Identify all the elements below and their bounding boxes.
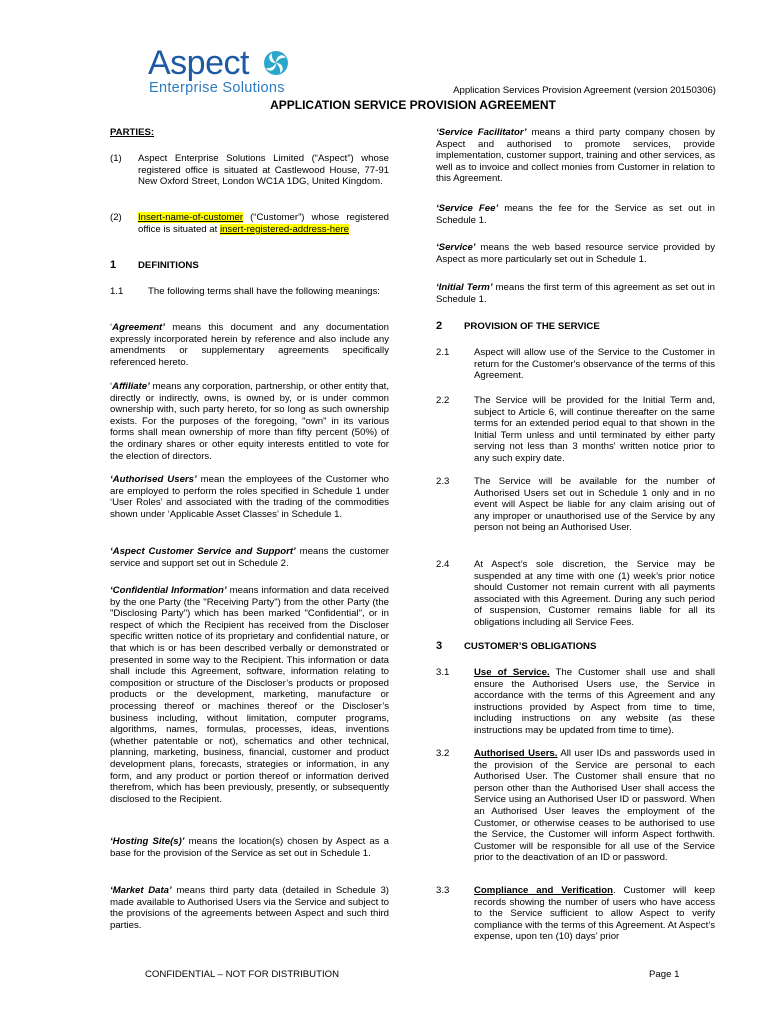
document-title: APPLICATION SERVICE PROVISION AGREEMENT [270, 98, 556, 112]
section-3-number: 3 [436, 640, 443, 652]
party-2-text [138, 212, 389, 235]
clause-3-3-text: Compliance and Verification. Customer will keep records showing the number of users who have access to the Service sufficient to allow Aspect to verify compliance with the terms of this Agreement. At Aspect’s expense, upon ten (10) days’ prior [474, 885, 715, 943]
logo-swirl-icon [263, 50, 289, 76]
definition-authorised-users: ‘Authorised Users’ mean the employees of the Customer who are employed to perform the roles specified in Schedule 1 under ‘User Roles’ and associated with the trading of the commodities shown under ‘Applicable Asset Classes’ in Schedule 1. [110, 474, 389, 520]
clause-2-2-text: The Service will be provided for the Initial Term and, subject to Article 6, will continue thereafter on the same terms for an extended period equal to that shown in the Initial Term unless and until terminated by either party serving not less than 3 months' written notice prior to any such expiry date. [474, 395, 715, 464]
clause-2-1-text: Aspect will allow use of the Service to the Customer in return for the Customer's observance of the terms of this Agreement. [474, 347, 715, 382]
definition-term: ‘Hosting Site(s)’ [110, 836, 185, 847]
definition-agreement: ‘Agreement’ means this document and any documentation expressly incorporated herein by reference and also include any amendments or supplementary agreements specifically referenced hereto. [110, 322, 389, 368]
definition-term: ‘Confidential Information’ [110, 585, 227, 596]
clause-lead: Compliance and Verification [474, 885, 613, 896]
clause-lead: Use of Service. [474, 667, 550, 678]
section-2-title: PROVISION OF THE SERVICE [464, 321, 600, 332]
clause-2-4-number: 2.4 [436, 559, 450, 570]
clause-3-1-number: 3.1 [436, 667, 450, 678]
party-2-number: (2) [110, 212, 122, 223]
clause-lead: Authorised Users. [474, 748, 558, 759]
definition-term: ‘Service Facilitator’ [436, 127, 527, 138]
definition-customer-service: ‘Aspect Customer Service and Support’ means the customer service and support set out in Schedule 2. [110, 546, 389, 569]
clause-2-3-text: The Service will be available for the number of Authorised Users set out in Schedule 1 only and in no event will Aspect be liable for any claim arising out of any improper or unauthorised use of the Service by any person not being an Authorised User. [474, 476, 715, 534]
footer-page-number: Page 1 [649, 969, 680, 980]
customer-name-placeholder[interactable]: Insert-name-of-customer [138, 212, 244, 223]
definition-term: ‘Initial Term’ [436, 282, 493, 293]
logo-wordmark: Aspect [148, 44, 249, 82]
definition-term: ‘Authorised Users’ [110, 474, 197, 485]
clause-2-4-text: At Aspect’s sole discretion, the Service may be suspended at any time with one (1) week’s prior notice should Customer not remain current with all payments associated with this Agreement. During any such period of suspension, Customer remains liable for all its obligations including all Service Fees. [474, 559, 715, 628]
clause-1-1-text: The following terms shall have the following meanings: [148, 286, 380, 297]
clause-3-1-text: Use of Service. The Customer shall use and shall ensure the Authorised Users use, the Service in accordance with the terms of this Agreement and any instructions provided by Aspect from time to time, including instructions on any website (as these instructions may be updated from time to time). [474, 667, 715, 736]
company-logo [148, 44, 308, 100]
party-1-number: (1) [110, 153, 122, 164]
definition-service-facilitator: ‘Service Facilitator’ means a third party company chosen by Aspect and authorised to promote services, provide implementation, customer support, training and other services, as well as to invoice and collect monies from Customer in relation to this Agreement. [436, 127, 715, 185]
party-2-middle: (“Customer”) whose registered office is situated at [138, 212, 389, 235]
definition-term: Agreement’ [112, 322, 165, 333]
customer-address-placeholder[interactable]: insert-registered-address-here [219, 223, 349, 235]
clause-3-2-number: 3.2 [436, 748, 450, 759]
definition-term: ‘Service’ [436, 242, 476, 253]
parties-heading: PARTIES: [110, 127, 155, 138]
section-1-title: DEFINITIONS [138, 260, 199, 271]
definition-confidential-information: ‘Confidential Information’ means information and data received by the one Party (the "Receiving Party") from the other Party (the "Disclosing Party") which has been marked "Confidential", or in respect of which the Recipient has received from the Discloser specific written notice of its proprietary and confidential nature, or that which is or has been described verbally or demonstrated or presented in some way to the Recipient. This information or data shall include this Agreement, software, information relating to composition or structure of the Discloser’s products or proposed products or the development, marketing, manufacture or processing thereof or machines thereof or the Discloser’s business including, without limitation, computer programs, algorithms, names, formulas, processes, ideas, inventions (whether patentable or not), schematics and other technical, planning, marketing, business, financial, customer and product development plans, forecasts, strategies or information, in any form, and any product or portion thereof or information derived therefrom, which has been previously, presently, or subsequently disclosed to the Recipient. [110, 585, 390, 805]
definition-hosting-sites: ‘Hosting Site(s)’ means the location(s) chosen by Aspect as a base for the provision of the Service as set out in Schedule 1. [110, 836, 390, 859]
definition-term: ‘Market Data’ [110, 885, 172, 896]
section-2-number: 2 [436, 320, 443, 332]
definition-service: ‘Service’ means the web based resource service provided by Aspect as more particularly set out in Schedule 1. [436, 242, 715, 265]
definition-market-data: ‘Market Data’ means third party data (detailed in Schedule 3) made available to Authorised Users via the Service and subject to the provisions of the agreements between Aspect and such third parties. [110, 885, 389, 931]
clause-1-1-number: 1.1 [110, 286, 124, 297]
section-3-title: CUSTOMER’S OBLIGATIONS [464, 641, 597, 652]
clause-3-2-text: Authorised Users. All user IDs and passwords used in the provision of the Service are personal to each Authorised User. The Customer shall ensure that no person other than the Authorised User shall access the Service using an Authorised User ID or password. When an Authorised User leaves the employment of the Customer, or otherwise ceases to be authorised to use the Service, the Customer will inform Aspect forthwith. Customer will be responsible for all use of the Service prior to the deactivation of an ID or password. [474, 748, 715, 864]
clause-2-2-number: 2.2 [436, 395, 450, 406]
definition-term: Affiliate’ [112, 381, 150, 392]
section-1-number: 1 [110, 259, 117, 271]
definition-affiliate: ‘Affiliate’ means any corporation, partnership, or other entity that, directly or indirectly, owns, is owned by, or is under common ownership with, such party hereto, for so long as such ownership exists. For the purposes of the foregoing, "own" in its various forms shall mean ownership of more than fifty percent (50%) of the ordinary shares or other equity interests entitled to vote for the election of directors. [110, 381, 389, 462]
logo-subtitle: Enterprise Solutions [149, 80, 285, 96]
version-line: Application Services Provision Agreement (version 20150306) [453, 85, 716, 96]
party-1-text: Aspect Enterprise Solutions Limited (“Aspect”) whose registered office is situated at Castlewood House, 77-91 New Oxford Street, London WC1A 1DG, United Kingdom. [138, 153, 389, 188]
footer-confidential: CONFIDENTIAL – NOT FOR DISTRIBUTION [145, 969, 340, 980]
definition-term: ‘Aspect Customer Service and Support’ [110, 546, 296, 557]
definition-service-fee: ‘Service Fee’ means the fee for the Service as set out in Schedule 1. [436, 203, 715, 226]
clause-2-3-number: 2.3 [436, 476, 450, 487]
clause-3-3-number: 3.3 [436, 885, 450, 896]
definition-term: ‘Service Fee’ [436, 203, 499, 214]
definition-initial-term: ‘Initial Term’ means the first term of this agreement as set out in Schedule 1. [436, 282, 716, 305]
clause-2-1-number: 2.1 [436, 347, 450, 358]
